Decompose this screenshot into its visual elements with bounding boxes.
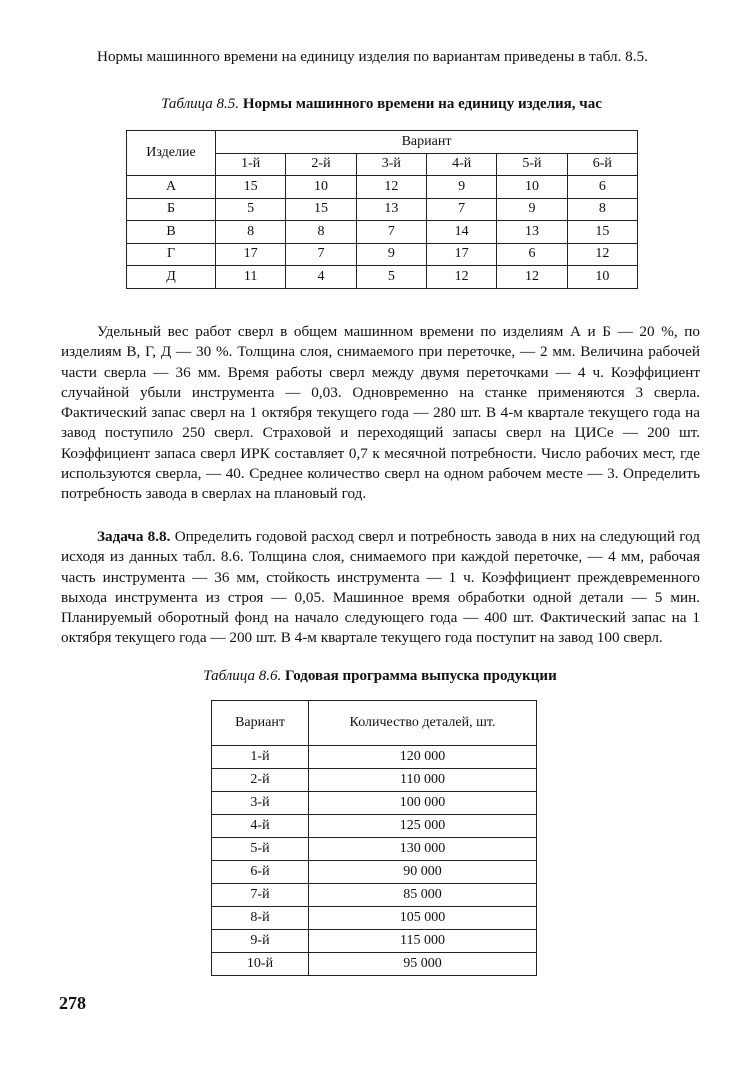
table-cell-variant: 9-й — [212, 930, 309, 953]
table-cell-item: А — [127, 176, 216, 199]
table-cell: 10 — [497, 176, 567, 199]
table-cell-variant: 10-й — [212, 953, 309, 976]
table-row — [212, 838, 537, 861]
intro-paragraph: Нормы машинного времени на единицу изделия по вариантам приведены в табл. 8.5. — [97, 48, 648, 65]
table-cell-quantity: 115 000 — [309, 930, 537, 953]
table-8-5-caption-prefix: Таблица 8.5. — [161, 96, 240, 112]
table-cell-variant: 8-й — [212, 907, 309, 930]
table-cell: 11 — [216, 266, 286, 289]
table-cell: 12 — [497, 266, 567, 289]
table-cell-item: Б — [127, 198, 216, 221]
table-cell-item: Д — [127, 266, 216, 289]
table-cell: 14 — [426, 221, 496, 244]
table-cell: 15 — [286, 198, 356, 221]
table-row — [127, 243, 638, 266]
table-cell-quantity: 100 000 — [309, 792, 537, 815]
table-row — [212, 861, 537, 884]
table-8-6-quantity-header: Количество деталей, шт. — [309, 701, 537, 746]
table-cell: 17 — [216, 243, 286, 266]
table-cell: 6 — [567, 176, 637, 199]
table-cell-quantity: 120 000 — [309, 746, 537, 769]
table-cell-quantity: 95 000 — [309, 953, 537, 976]
table-cell: 7 — [286, 243, 356, 266]
table-8-5-item-header: Изделие — [127, 131, 216, 176]
task-8-8-label: Задача 8.8. — [97, 528, 171, 545]
table-cell-quantity: 85 000 — [309, 884, 537, 907]
table-cell-quantity: 125 000 — [309, 815, 537, 838]
paragraph-1: Удельный вес работ сверл в общем машинном времени по изделиям А и Б — 20 %, по изделиям В, Г, Д — 30 %. Толщина слоя, снимаемого при переточке, — 2 мм. Величина рабочей части сверла — 36 мм. Время работы сверл между двумя переточками — 4 ч. Коэффициент случайной убыли инструмента — 0,03. Одновременно на станке применяются 3 сверла. Фактический запас сверл на 1 октября текущего года — 280 шт. В 4-м квартале текущего года на завод поступило 250 сверл. Страховой и переходящий запасы сверл на ЦИСе — 200 шт. Коэффициент запаса сверл ИРК составляет 0,7 к месячной потребности. Число рабочих мест, где используются сверла, — 40. Среднее количество сверл на одном рабочем месте — 3. Определить потребность завода в сверлах на плановый год. — [61, 323, 700, 503]
table-cell: 15 — [216, 176, 286, 199]
table-cell-variant: 6-й — [212, 861, 309, 884]
table-cell: 5 — [216, 198, 286, 221]
table-cell-quantity: 90 000 — [309, 861, 537, 884]
table-cell-quantity: 130 000 — [309, 838, 537, 861]
table-cell-item: В — [127, 221, 216, 244]
table-row — [127, 221, 638, 244]
table-cell-quantity: 105 000 — [309, 907, 537, 930]
table-cell: 7 — [426, 198, 496, 221]
table-cell-variant: 4-й — [212, 815, 309, 838]
table-cell: 10 — [567, 266, 637, 289]
table-cell-variant: 7-й — [212, 884, 309, 907]
page-number: 278 — [59, 993, 86, 1013]
task-8-8-paragraph — [61, 527, 700, 649]
table-8-6-caption — [150, 668, 610, 685]
table-8-6-caption-prefix: Таблица 8.6. — [203, 668, 282, 684]
task-8-8-text: Определить годовой расход сверл и потребность завода в них на следующий год исходя из данных табл. 8.6. Толщина слоя, снимаемого при каждой переточке, — 4 мм, рабочая часть инструмента — 36 мм, стойкость инструмента — 1 ч. Коэффициент преждевременного выхода инструмента из строя — 0,05. Машинное время обработки одной детали — 5 мин. Планируемый оборотный фонд на начало следующего года — 400 шт. Фактический запас на 1 октября текущего года — 200 шт. В 4-м квартале текущего года поступит на завод 100 сверл. — [61, 528, 701, 647]
table-cell: 9 — [426, 176, 496, 199]
table-row — [127, 176, 638, 199]
table-row — [212, 907, 537, 930]
table-row — [127, 266, 638, 289]
table-row — [212, 769, 537, 792]
table-cell: 4 — [286, 266, 356, 289]
table-row — [212, 792, 537, 815]
table-cell: 9 — [356, 243, 426, 266]
table-row — [212, 815, 537, 838]
table-8-6-variant-header: Вариант — [212, 701, 309, 746]
table-8-6-caption-title: Годовая программа выпуска продукции — [284, 668, 557, 684]
table-cell-variant: 5-й — [212, 838, 309, 861]
table-8-5-variant-col: 3-й — [356, 153, 426, 176]
table-cell: 12 — [356, 176, 426, 199]
table-row — [212, 884, 537, 907]
table-row — [127, 198, 638, 221]
table-cell-variant: 2-й — [212, 769, 309, 792]
table-8-5-variant-header: Вариант — [216, 131, 638, 154]
table-cell: 5 — [356, 266, 426, 289]
table-cell: 8 — [567, 198, 637, 221]
table-cell: 13 — [497, 221, 567, 244]
table-cell-quantity: 110 000 — [309, 769, 537, 792]
table-cell: 9 — [497, 198, 567, 221]
table-cell: 15 — [567, 221, 637, 244]
table-8-5-caption-title: Нормы машинного времени на единицу изделия, час — [242, 96, 602, 112]
table-8-5-variant-col: 1-й — [216, 153, 286, 176]
table-cell: 13 — [356, 198, 426, 221]
table-cell: 17 — [426, 243, 496, 266]
table-cell: 6 — [497, 243, 567, 266]
table-cell: 10 — [286, 176, 356, 199]
table-8-5-variant-col: 5-й — [497, 153, 567, 176]
table-8-5-variant-col: 4-й — [426, 153, 496, 176]
table-cell: 8 — [286, 221, 356, 244]
table-cell: 7 — [356, 221, 426, 244]
table-row — [212, 953, 537, 976]
table-8-5-variant-col: 2-й — [286, 153, 356, 176]
table-cell: 12 — [426, 266, 496, 289]
table-cell-variant: 1-й — [212, 746, 309, 769]
table-8-5 — [126, 130, 638, 289]
table-cell: 12 — [567, 243, 637, 266]
table-8-6 — [211, 700, 537, 976]
table-row — [212, 746, 537, 769]
table-8-5-caption — [119, 96, 644, 113]
table-cell: 8 — [216, 221, 286, 244]
table-8-5-variant-col: 6-й — [567, 153, 637, 176]
table-cell-item: Г — [127, 243, 216, 266]
table-row — [212, 930, 537, 953]
table-cell-variant: 3-й — [212, 792, 309, 815]
